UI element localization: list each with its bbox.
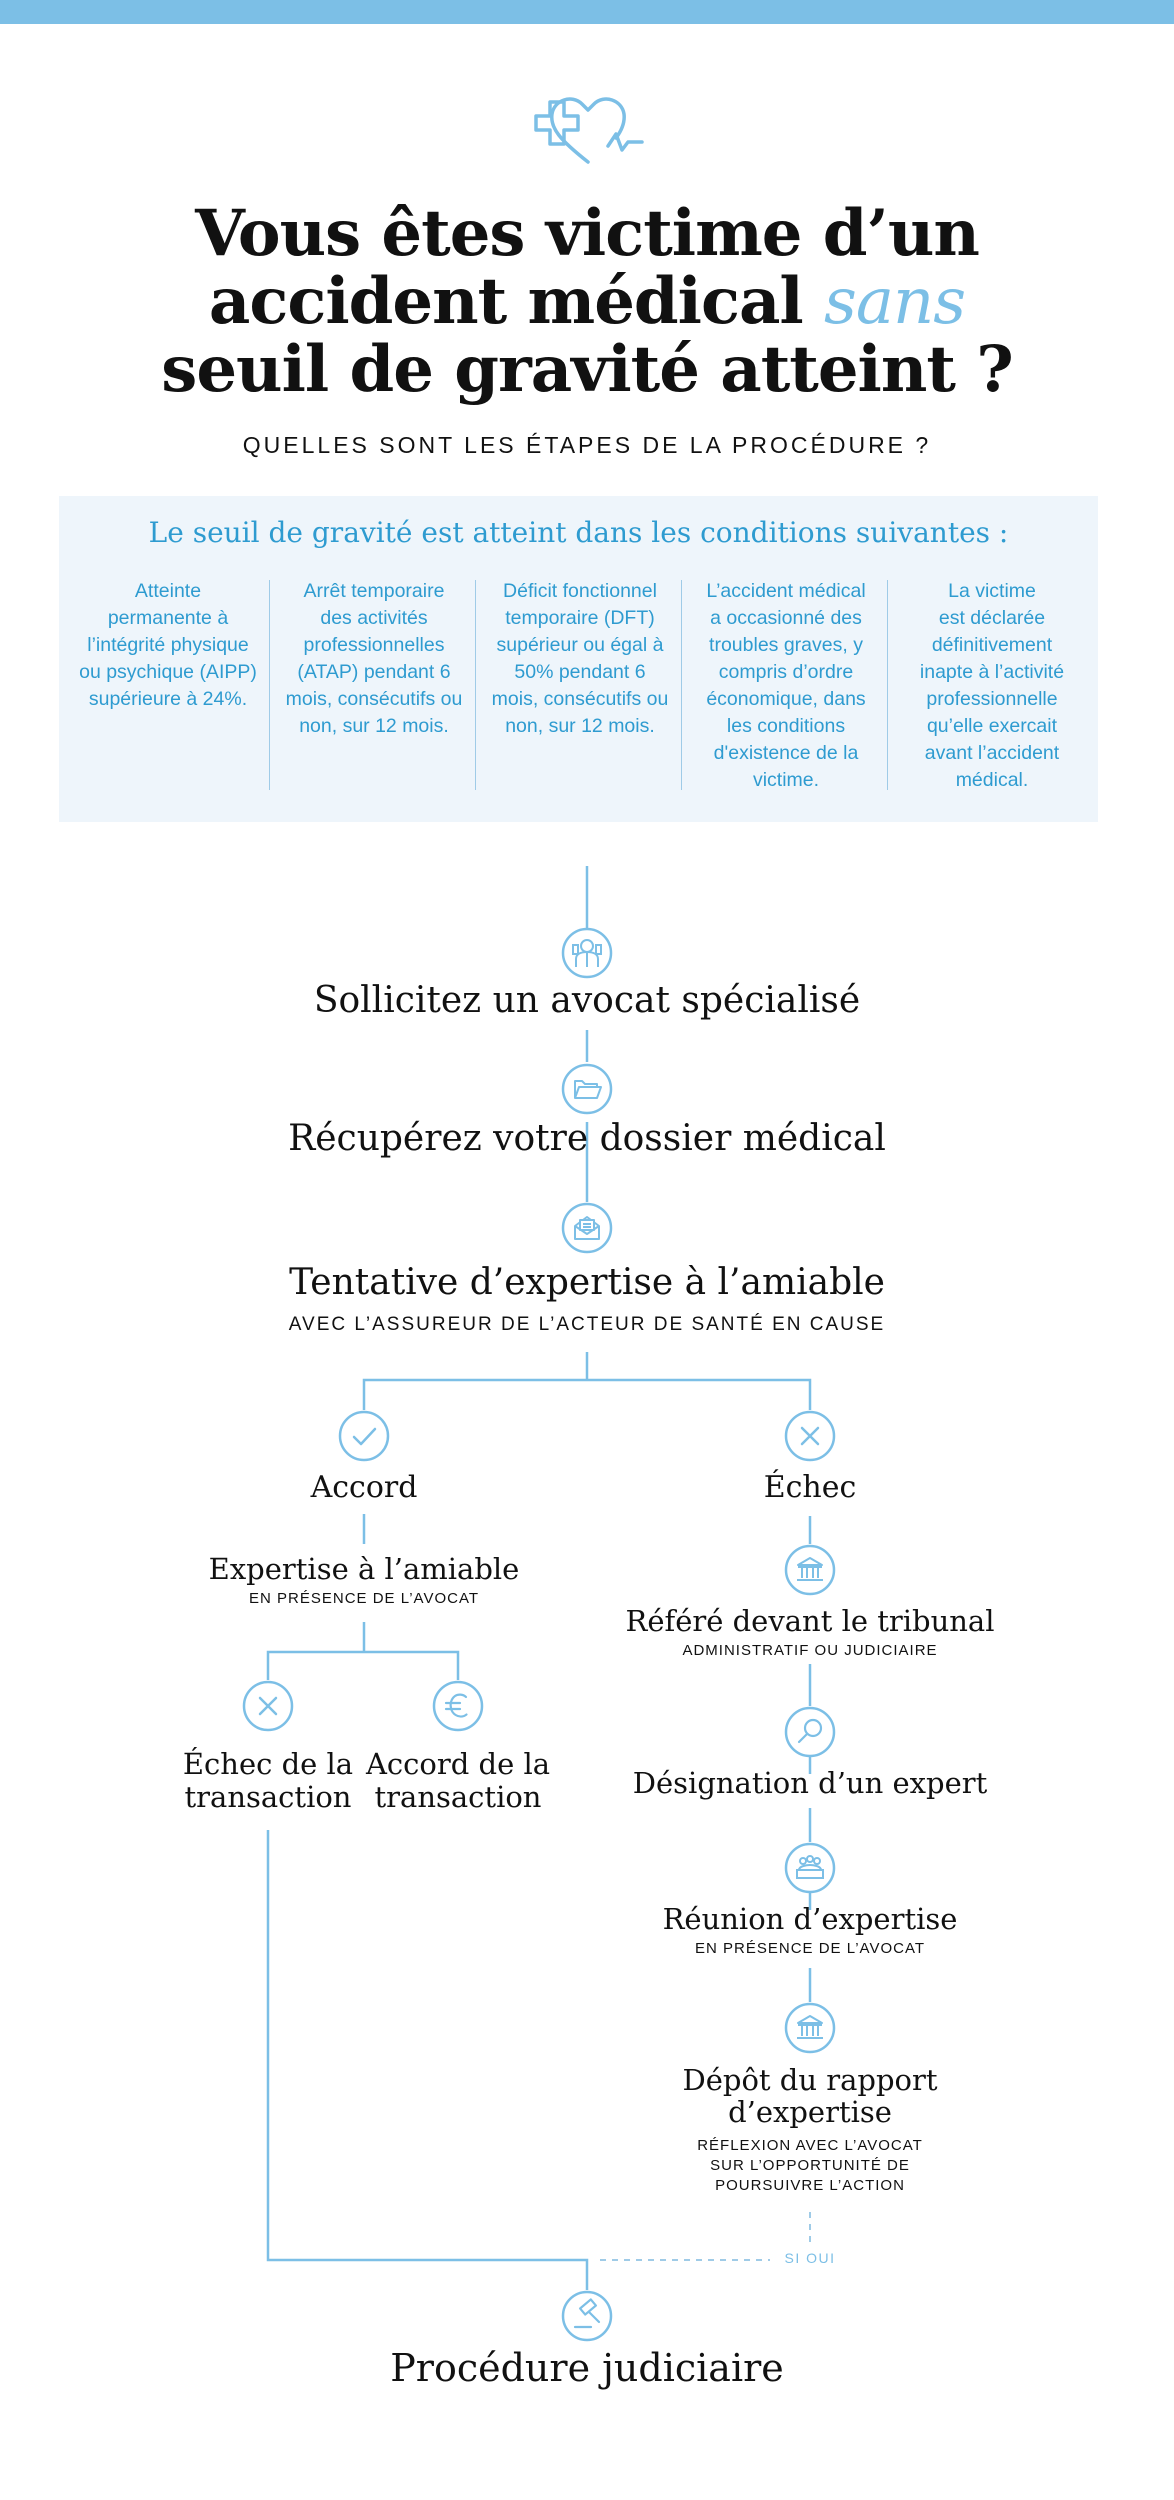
condition-line: inapte à l’activité	[919, 661, 1065, 683]
title-line-2-text: accident médical	[208, 264, 803, 339]
close-circle-icon	[242, 1680, 294, 1732]
step-expertise-amiable: Tentative d’expertise à l’amiable	[289, 1262, 885, 1303]
echec-transaction-label	[168, 1748, 368, 1814]
condition-line: définitivement	[931, 634, 1053, 656]
condition-line: économique, dans	[706, 688, 866, 710]
magnifier-icon	[784, 1706, 836, 1758]
condition-line: ou psychique (AIPP)	[79, 661, 257, 683]
refere-tribunal-subtitle: ADMINISTRATIF OU JUDICIAIRE	[682, 1642, 938, 1659]
condition-line: non, sur 12 mois.	[299, 715, 449, 737]
condition-line: professionnelle	[926, 688, 1058, 710]
reunion-expertise-subtitle: EN PRÉSENCE DE L’AVOCAT	[695, 1940, 925, 1957]
title-line-3: seuil de gravité atteint ?	[161, 332, 1013, 407]
condition-line: médical.	[955, 769, 1029, 791]
condition-line: L’accident médical	[706, 580, 866, 602]
accord-transaction-line: Accord de la	[365, 1747, 551, 1781]
condition-line: victime.	[752, 769, 820, 791]
condition-line: temporaire (DFT)	[505, 607, 655, 629]
accord-transaction-line: transaction	[374, 1780, 542, 1814]
branch-accord-label: Accord	[310, 1470, 418, 1505]
depot-rapport-line: d’expertise	[728, 2095, 892, 2129]
depot-rapport-line: Dépôt du rapport	[682, 2063, 938, 2097]
condition-line: supérieure à 24%.	[88, 688, 248, 710]
accord-transaction-label	[358, 1748, 558, 1814]
condition-line: supérieur ou égal à	[496, 634, 664, 656]
close-circle-icon	[784, 1410, 836, 1462]
condition-line: mois, consécutifs ou	[285, 688, 463, 710]
gavel-icon	[561, 2290, 613, 2342]
refere-tribunal-label: Référé devant le tribunal	[625, 1604, 995, 1638]
expertise-amiable-subtitle: EN PRÉSENCE DE L’AVOCAT	[249, 1590, 479, 1607]
title-line-1: Vous êtes victime d’un	[195, 196, 979, 271]
final-procedure-judiciaire: Procédure judiciaire	[390, 2346, 784, 2390]
condition-line: permanente à	[107, 607, 229, 629]
echec-transaction-line: transaction	[184, 1780, 352, 1814]
echec-to-procedure-connector	[268, 1830, 587, 2290]
condition-line: Atteinte	[134, 580, 202, 602]
condition-line: La victime	[948, 580, 1036, 602]
condition-line: des activités	[320, 607, 428, 629]
si-oui-label: SI OUI	[784, 2250, 836, 2266]
condition-line: troubles graves, y	[709, 634, 863, 656]
condition-line: professionnelles	[303, 634, 445, 656]
depot-rapport-subtitle-line: POURSUIVRE L’ACTION	[715, 2177, 905, 2194]
branch-echec-label: Échec	[763, 1470, 857, 1505]
condition-line: 50% pendant 6	[514, 661, 646, 683]
condition-line: avant l’accident	[924, 742, 1060, 764]
condition-line: compris d’ordre	[718, 661, 854, 683]
courthouse-icon	[784, 1544, 836, 1596]
condition-line: d'existence de la	[713, 742, 859, 764]
meeting-icon	[784, 1842, 836, 1894]
lawyer-icon	[561, 927, 613, 979]
depot-rapport-subtitle-line: RÉFLEXION AVEC L’AVOCAT	[697, 2137, 923, 2154]
condition-line: Déficit fonctionnel	[503, 580, 657, 602]
depot-rapport-subtitle-line: SUR L’OPPORTUNITÉ DE	[710, 2157, 910, 2174]
courthouse-icon	[784, 2002, 836, 2054]
envelope-icon	[561, 1202, 613, 1254]
step-avocat: Sollicitez un avocat spécialisé	[313, 980, 861, 1021]
branch-split-connector	[364, 1380, 810, 1410]
condition-line: est déclarée	[938, 607, 1046, 629]
euro-icon	[432, 1680, 484, 1732]
condition-line: Arrêt temporaire	[303, 580, 445, 602]
conditions-title: Le seuil de gravité est atteint dans les conditions suivantes :	[148, 516, 1009, 549]
depot-rapport-label	[560, 2064, 1060, 2128]
condition-line: l’intégrité physique	[87, 634, 249, 656]
step-dossier-medical: Récupérez votre dossier médical	[288, 1118, 886, 1159]
depot-rapport-subtitle	[560, 2136, 1060, 2196]
check-icon	[338, 1410, 390, 1462]
condition-line: (ATAP) pendant 6	[297, 661, 451, 683]
sub-branch-connector	[268, 1652, 458, 1680]
step-expertise-amiable-subtitle: AVEC L’ASSUREUR DE L’ACTEUR DE SANTÉ EN CAUSE	[288, 1314, 886, 1335]
designation-expert-label: Désignation d’un expert	[632, 1766, 988, 1800]
condition-line: mois, consécutifs ou	[491, 688, 669, 710]
page-subtitle: QUELLES SONT LES ÉTAPES DE LA PROCÉDURE ?	[242, 432, 932, 458]
title-accent-word: sans	[824, 265, 966, 339]
condition-line: a occasionné des	[710, 607, 862, 629]
condition-line: non, sur 12 mois.	[505, 715, 655, 737]
echec-transaction-line: Échec de la	[182, 1747, 354, 1781]
condition-line: les conditions	[726, 715, 846, 737]
reunion-expertise-label: Réunion d’expertise	[662, 1902, 958, 1936]
folder-icon	[561, 1063, 613, 1115]
expertise-amiable-label: Expertise à l’amiable	[208, 1552, 520, 1586]
condition-line: qu’elle exercait	[926, 715, 1058, 737]
